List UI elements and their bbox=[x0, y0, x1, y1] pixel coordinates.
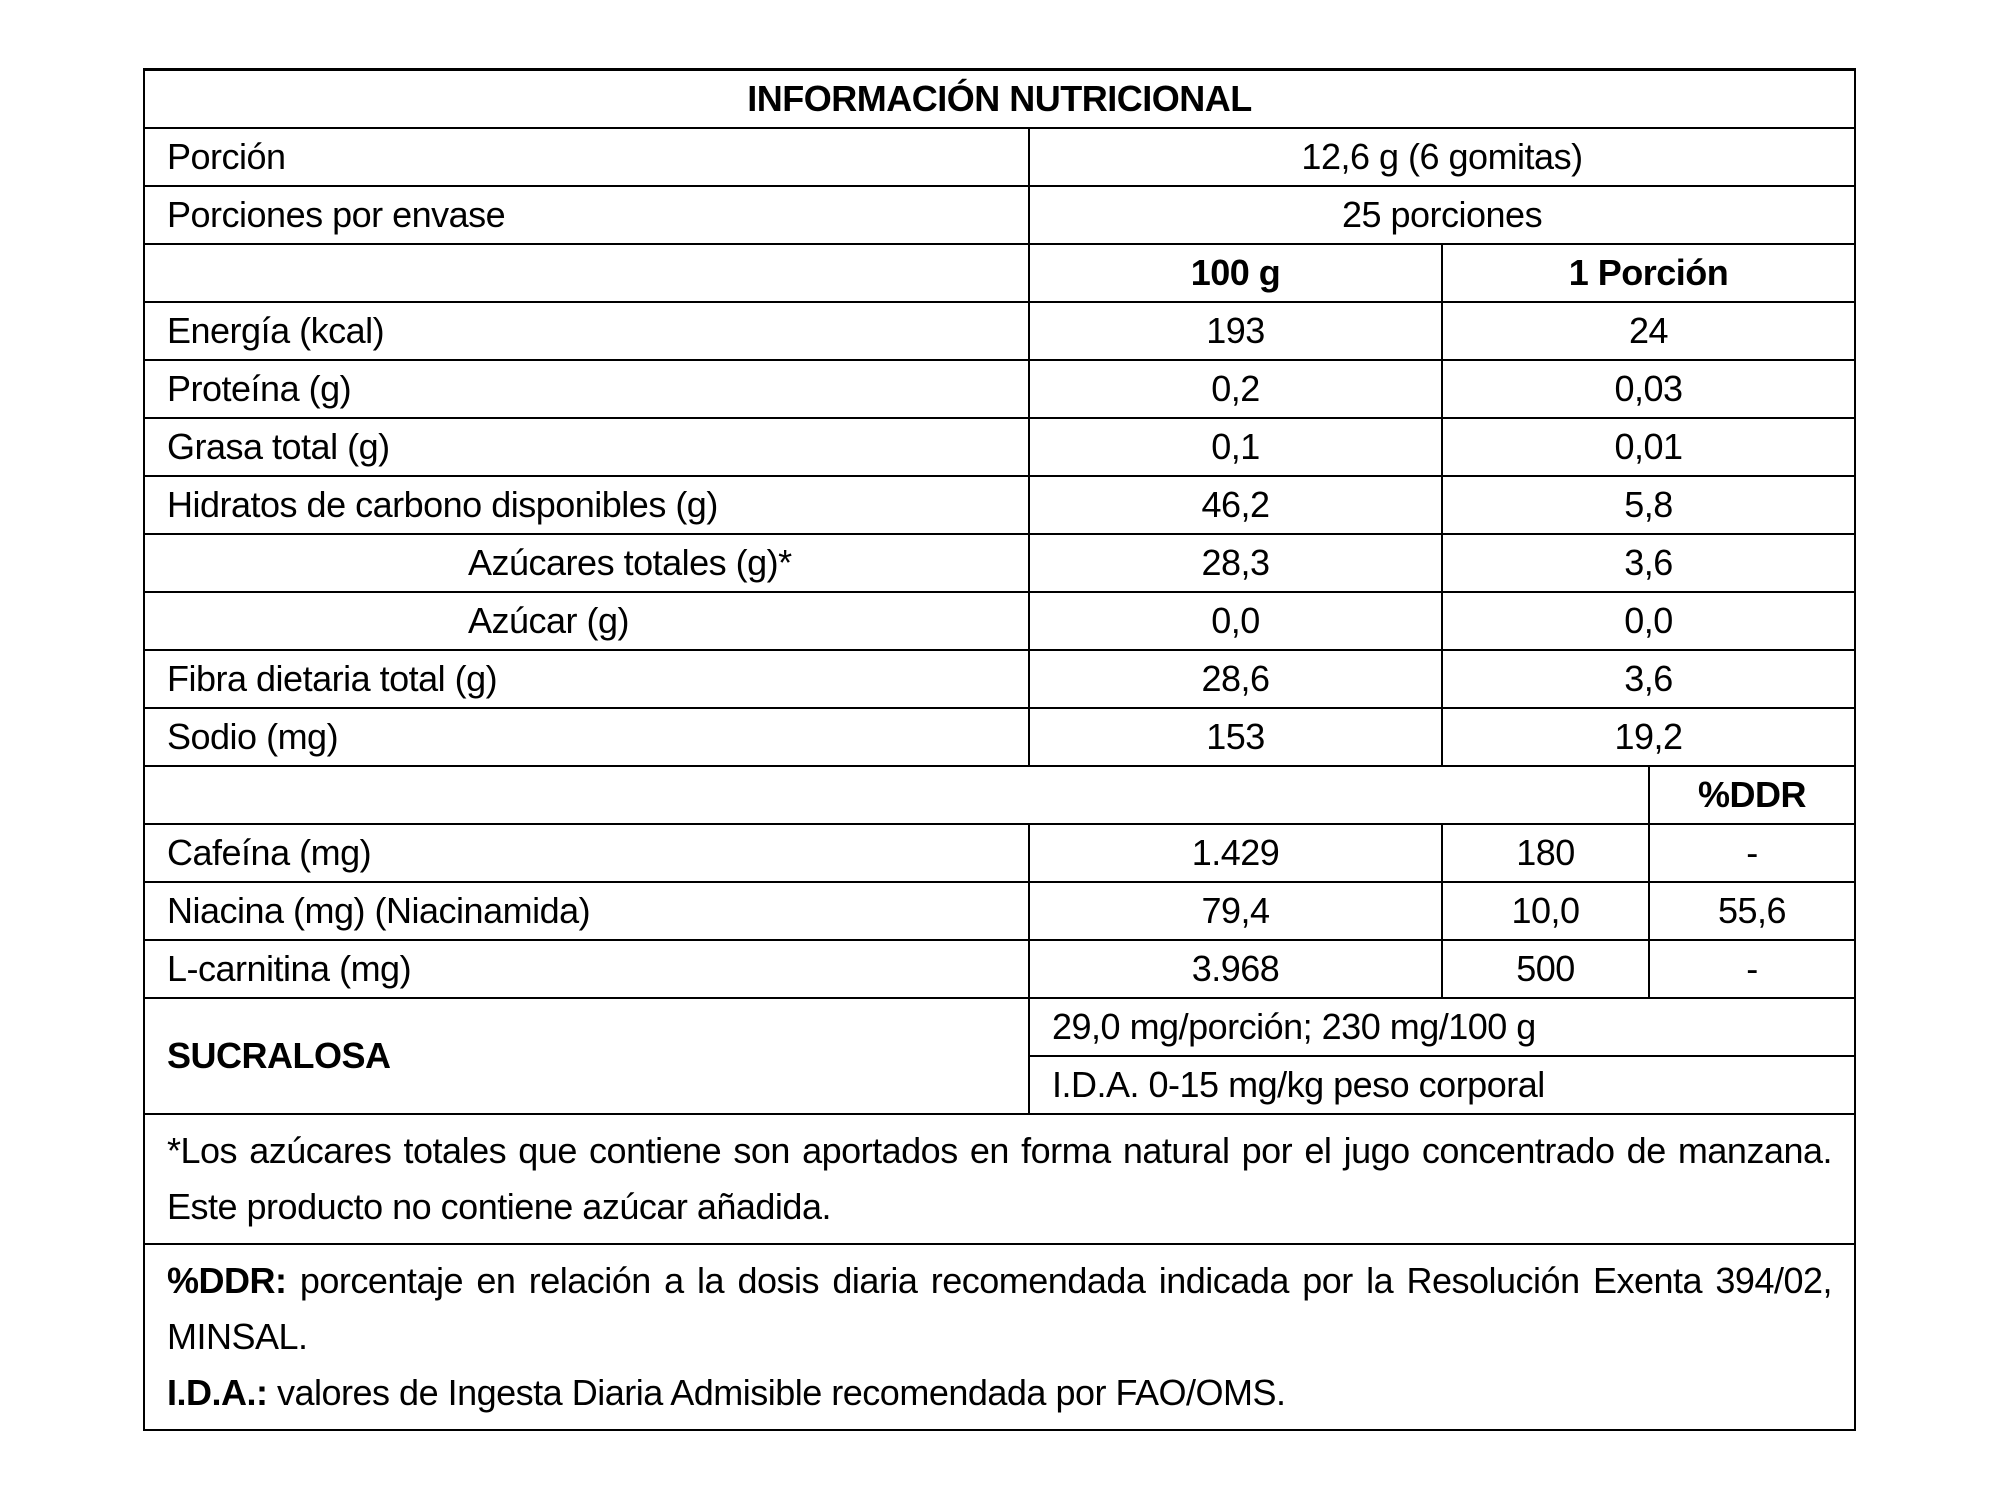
value-100g: 28,6 bbox=[1029, 650, 1442, 708]
nutrient-name: Cafeína (mg) bbox=[144, 824, 1029, 882]
value-100g: 0,0 bbox=[1029, 592, 1442, 650]
nutrient-name: Fibra dietaria total (g) bbox=[144, 650, 1029, 708]
table-row bbox=[144, 476, 1855, 534]
ddr-definition: porcentaje en relación a la dosis diaria recomendada indicada por la Resolución Exenta 394/02, MINSAL. bbox=[167, 1260, 1833, 1357]
column-header-100g: 100 g bbox=[1029, 244, 1442, 302]
ida-term: I.D.A.: bbox=[167, 1372, 268, 1413]
value-portion: 24 bbox=[1442, 302, 1855, 360]
sucralose-ida: I.D.A. 0-15 mg/kg peso corporal bbox=[1029, 1056, 1855, 1114]
table-row bbox=[144, 302, 1855, 360]
value-100g: 0,1 bbox=[1029, 418, 1442, 476]
table-row bbox=[144, 418, 1855, 476]
sugars-footnote: *Los azúcares totales que contiene son aportados en forma natural por el jugo concentrado de manzana. Este producto no contiene azúcar añadida. bbox=[144, 1114, 1855, 1244]
value-portion: 0,03 bbox=[1442, 360, 1855, 418]
table-row bbox=[144, 824, 1855, 882]
column-header-row bbox=[144, 244, 1855, 302]
value-100g: 0,2 bbox=[1029, 360, 1442, 418]
value-ddr: - bbox=[1649, 824, 1855, 882]
servings-value: 25 porciones bbox=[1029, 186, 1855, 244]
value-ddr: - bbox=[1649, 940, 1855, 998]
value-100g: 193 bbox=[1029, 302, 1442, 360]
nutrient-name: Azúcar (g) bbox=[144, 592, 1029, 650]
nutrient-name: L-carnitina (mg) bbox=[144, 940, 1029, 998]
sucralose-amount: 29,0 mg/porción; 230 mg/100 g bbox=[1029, 998, 1855, 1056]
nutrient-name: Hidratos de carbono disponibles (g) bbox=[144, 476, 1029, 534]
serving-label: Porción bbox=[144, 128, 1029, 186]
table-row bbox=[144, 650, 1855, 708]
nutrient-name: Sodio (mg) bbox=[144, 708, 1029, 766]
value-ddr: 55,6 bbox=[1649, 882, 1855, 940]
value-portion: 5,8 bbox=[1442, 476, 1855, 534]
table-row bbox=[144, 360, 1855, 418]
value-100g: 3.968 bbox=[1029, 940, 1442, 998]
value-100g: 46,2 bbox=[1029, 476, 1442, 534]
table-title: INFORMACIÓN NUTRICIONAL bbox=[144, 70, 1855, 129]
value-portion: 0,0 bbox=[1442, 592, 1855, 650]
sucralose-label: SUCRALOSA bbox=[144, 998, 1029, 1114]
ida-definition: valores de Ingesta Diaria Admisible recomendada por FAO/OMS. bbox=[267, 1372, 1286, 1413]
servings-label: Porciones por envase bbox=[144, 186, 1029, 244]
definitions-footnote bbox=[144, 1244, 1855, 1430]
value-portion: 180 bbox=[1442, 824, 1649, 882]
serving-value: 12,6 g (6 gomitas) bbox=[1029, 128, 1855, 186]
table-row bbox=[144, 708, 1855, 766]
value-100g: 1.429 bbox=[1029, 824, 1442, 882]
nutrient-name: Azúcares totales (g)* bbox=[144, 534, 1029, 592]
nutrient-name: Proteína (g) bbox=[144, 360, 1029, 418]
value-100g: 28,3 bbox=[1029, 534, 1442, 592]
sucralose-row bbox=[144, 998, 1855, 1056]
value-portion: 500 bbox=[1442, 940, 1649, 998]
value-portion: 3,6 bbox=[1442, 650, 1855, 708]
table-row bbox=[144, 534, 1855, 592]
nutrient-name: Grasa total (g) bbox=[144, 418, 1029, 476]
value-100g: 153 bbox=[1029, 708, 1442, 766]
value-portion: 19,2 bbox=[1442, 708, 1855, 766]
value-portion: 3,6 bbox=[1442, 534, 1855, 592]
column-header-ddr: %DDR bbox=[1649, 766, 1855, 824]
servings-per-container-row bbox=[144, 186, 1855, 244]
nutrition-facts-table bbox=[143, 68, 1856, 1431]
nutrient-name: Niacina (mg) (Niacinamida) bbox=[144, 882, 1029, 940]
table-row bbox=[144, 940, 1855, 998]
column-header-portion: 1 Porción bbox=[1442, 244, 1855, 302]
table-row bbox=[144, 592, 1855, 650]
nutrient-name: Energía (kcal) bbox=[144, 302, 1029, 360]
serving-row bbox=[144, 128, 1855, 186]
value-portion: 0,01 bbox=[1442, 418, 1855, 476]
ddr-header-row bbox=[144, 766, 1855, 824]
value-portion: 10,0 bbox=[1442, 882, 1649, 940]
ddr-term: %DDR: bbox=[167, 1260, 287, 1301]
value-100g: 79,4 bbox=[1029, 882, 1442, 940]
table-row bbox=[144, 882, 1855, 940]
